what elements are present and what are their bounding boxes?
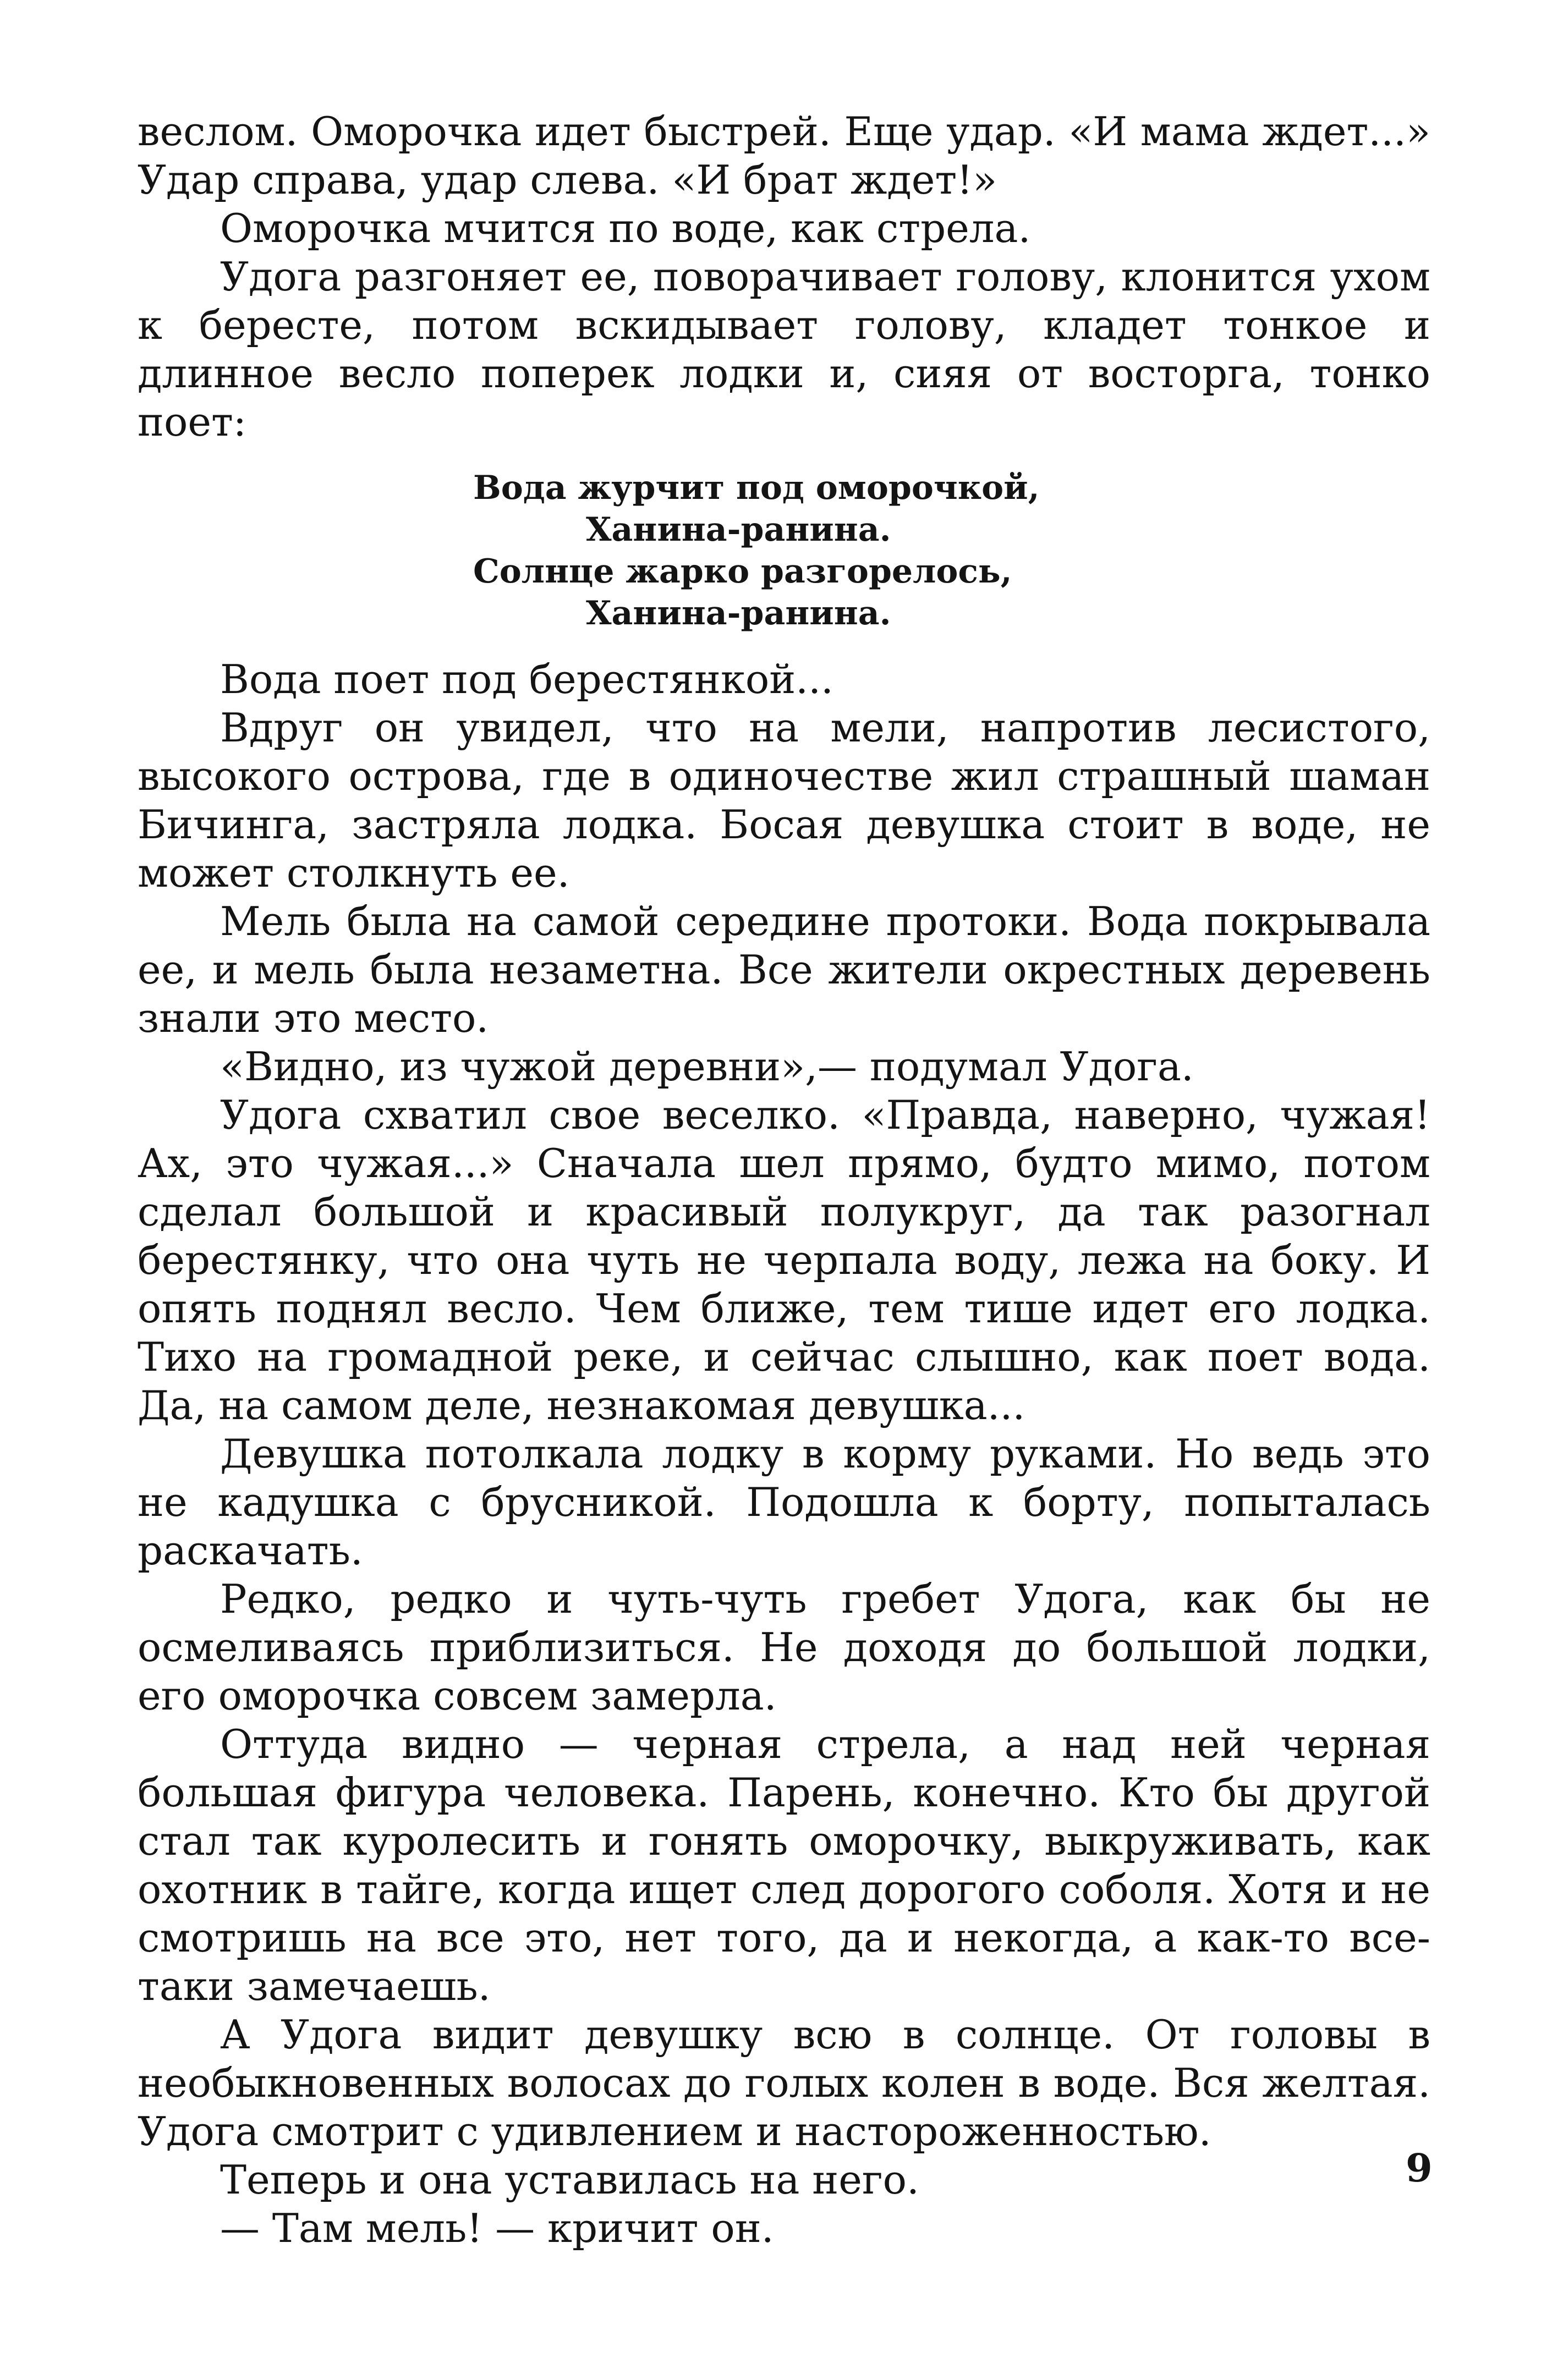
paragraph: Редко, редко и чуть-чуть гребет Удога, как бы не осмеливаясь приблизиться. Не доходя до большой лодки, его оморочка совсем замерла. — [138, 1576, 1430, 1719]
paragraph: «Видно, из чужой деревни»,— подумал Удога. — [220, 1043, 1194, 1090]
paragraph: Вода поет под берестянкой... — [220, 656, 833, 702]
verse-line: Солнце жарко разгорелось, — [473, 552, 1012, 591]
paragraph: Вдруг он увидел, что на мели, напротив лесистого, высокого острова, где в одиночестве жил страшный шаман Бичинга, застряла лодка. Босая девушка стоит в воде, не может столкнуть ее. — [138, 705, 1430, 896]
paragraph: А Удога видит девушку всю в солнце. От головы в необыкновенных волосах до голых колен в воде. Вся желтая. Удога смотрит с удивлением и настороженностью. — [138, 2011, 1430, 2154]
paragraph: веслом. Оморочка идет быстрей. Еще удар. «И мама ждет...» Удар справа, удар слева. «И брат ждет!» — [138, 108, 1430, 203]
paragraph: Мель была на самой середине протоки. Вода покрывала ее, и мель была незаметна. Все жители окрестных деревень знали это место. — [138, 898, 1430, 1041]
paragraph: Теперь и она уставилась на него. — [220, 2157, 919, 2203]
dialogue-line: — Там мель! — кричит он. — [220, 2205, 774, 2251]
paragraph: Удога разгоняет ее, поворачивает голову, клонится ухом к бересте, потом вскидывает голову, кладет тонкое и длинное весло поперек лодки и, сияя от восторга, тонко поет: — [138, 254, 1430, 445]
paragraph: Оттуда видно — черная стрела, а над ней черная большая фигура человека. Парень, конечно. Кто бы другой стал так куролесить и гонять оморочку, выкруживать, как охотник в тайге, когда ищет след дорогого соболя. Хотя и не смотришь на все это, нет того, да и некогда, а как-то все-таки замечаешь. — [138, 1721, 1430, 2009]
paragraph: Удога схватил свое веселко. «Правда, наверно, чужая! Ах, это чужая...» Сначала шел прямо, будто мимо, потом сделал большой и красивый полукруг, да так разогнал берестянку, что она чуть не черпала воду, лежа на боку. И опять поднял весло. Чем ближе, тем тише идет его лодка. Тихо на громадной реке, и сейчас слышно, как поет вода. Да, на самом деле, незнакомая девушка... — [138, 1092, 1430, 1428]
paragraph: Девушка потолкала лодку в корму руками. Но ведь это не кадушка с брусникой. Подошла к борту, попыталась раскачать. — [138, 1431, 1430, 1574]
verse-line: Вода журчит под оморочкой, — [473, 469, 1040, 507]
verse-refrain: Ханина-ранина. — [586, 510, 891, 549]
verse-refrain: Ханина-ранина. — [586, 594, 891, 633]
page-number: 9 — [1406, 2145, 1433, 2191]
book-page — [138, 107, 1430, 2252]
paragraph: Оморочка мчится по воде, как стрела. — [220, 205, 1031, 251]
song-verse — [138, 467, 1430, 634]
